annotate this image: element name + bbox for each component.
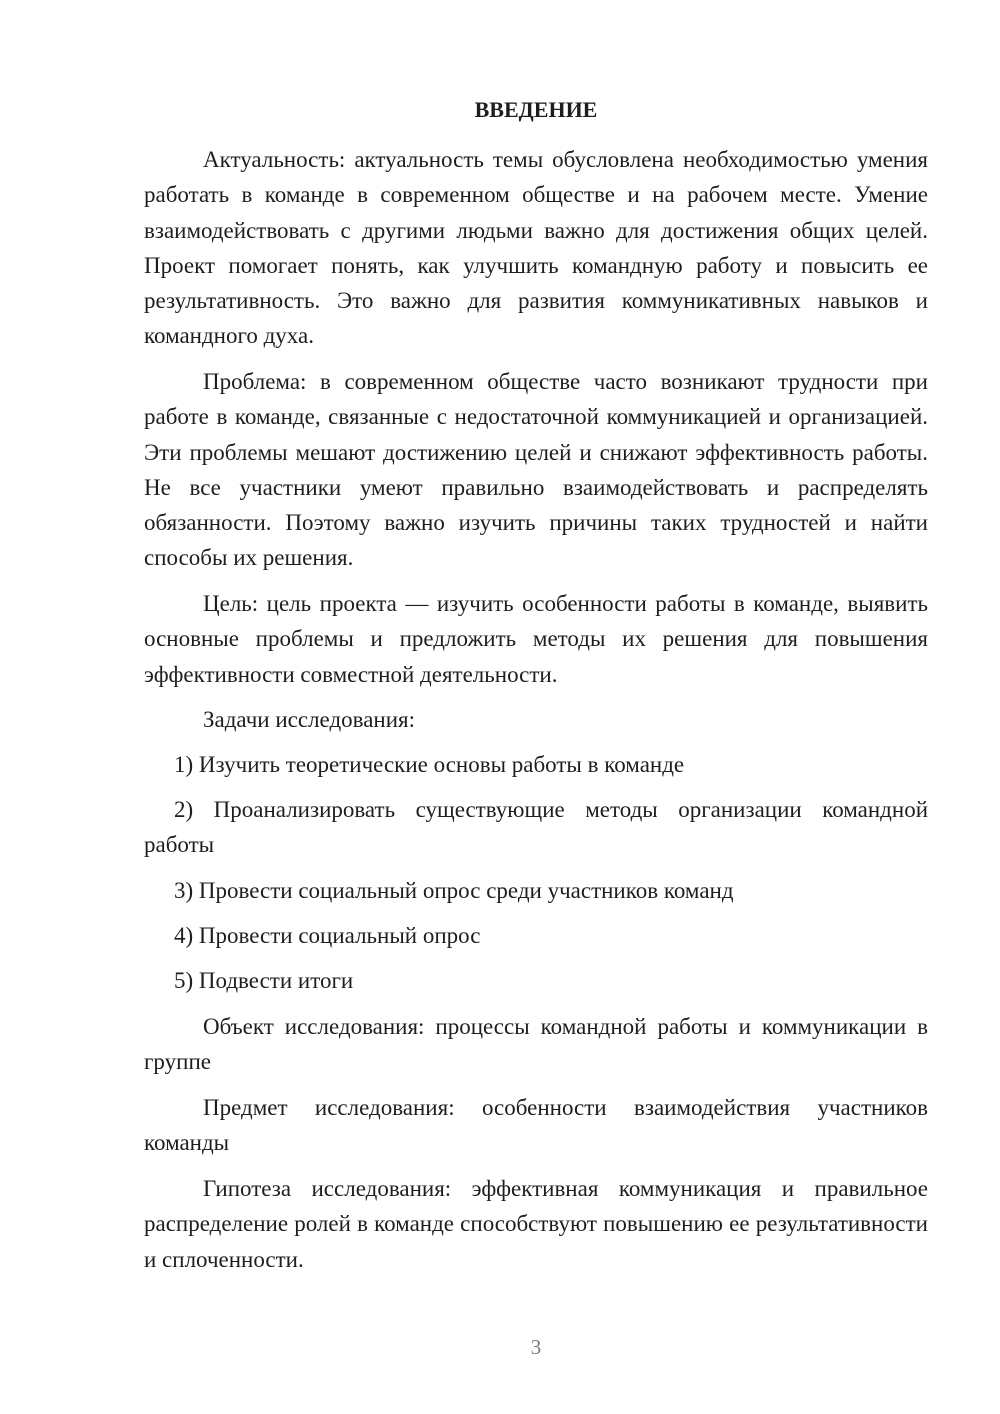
page-title: ВВЕДЕНИЕ: [474, 97, 598, 122]
task-list-item: 2) Проанализировать существующие методы организации командной работы: [144, 797, 928, 858]
paragraph-relevance: Актуальность: актуальность темы обусловлена необходимостью умения работать в команде в современном обществе и на рабочем месте. Умение взаимодействовать с другими людьми важно для достижения общих целей. Проект помогает понять, как улучшить командную работу и повысить ее результативность. Это важно для развития коммуникативных навыков и командного духа.: [144, 147, 928, 349]
task-list-item: 3) Провести социальный опрос среди участников команд: [174, 878, 734, 903]
task-list-item: 5) Подвести итоги: [174, 968, 354, 993]
tasks-heading: Задачи исследования:: [203, 707, 416, 732]
paragraph-subject: Предмет исследования: особенности взаимодействия участников команды: [144, 1095, 928, 1156]
paragraph-problem: Проблема: в современном обществе часто возникают трудности при работе в команде, связанные с недостаточной коммуникацией и организацией. Эти проблемы мешают достижению целей и снижают эффективность работы. Не все участники умеют правильно взаимодействовать и распределять обязанности. Поэтому важно изучить причины таких трудностей и найти способы их решения.: [144, 369, 928, 571]
paragraph-goal: Цель: цель проекта — изучить особенности работы в команде, выявить основные проблемы и предложить методы их решения для повышения эффективности совместной деятельности.: [144, 591, 928, 687]
paragraph-hypothesis: Гипотеза исследования: эффективная коммуникация и правильное распределение ролей в команде способствуют повышению ее результативности и сплоченности.: [144, 1176, 928, 1272]
page-number: 3: [530, 1335, 542, 1359]
task-list-item: 1) Изучить теоретические основы работы в команде: [174, 752, 685, 777]
task-list-item: 4) Провести социальный опрос: [174, 923, 481, 948]
paragraph-object: Объект исследования: процессы командной работы и коммуникации в группе: [144, 1014, 928, 1075]
